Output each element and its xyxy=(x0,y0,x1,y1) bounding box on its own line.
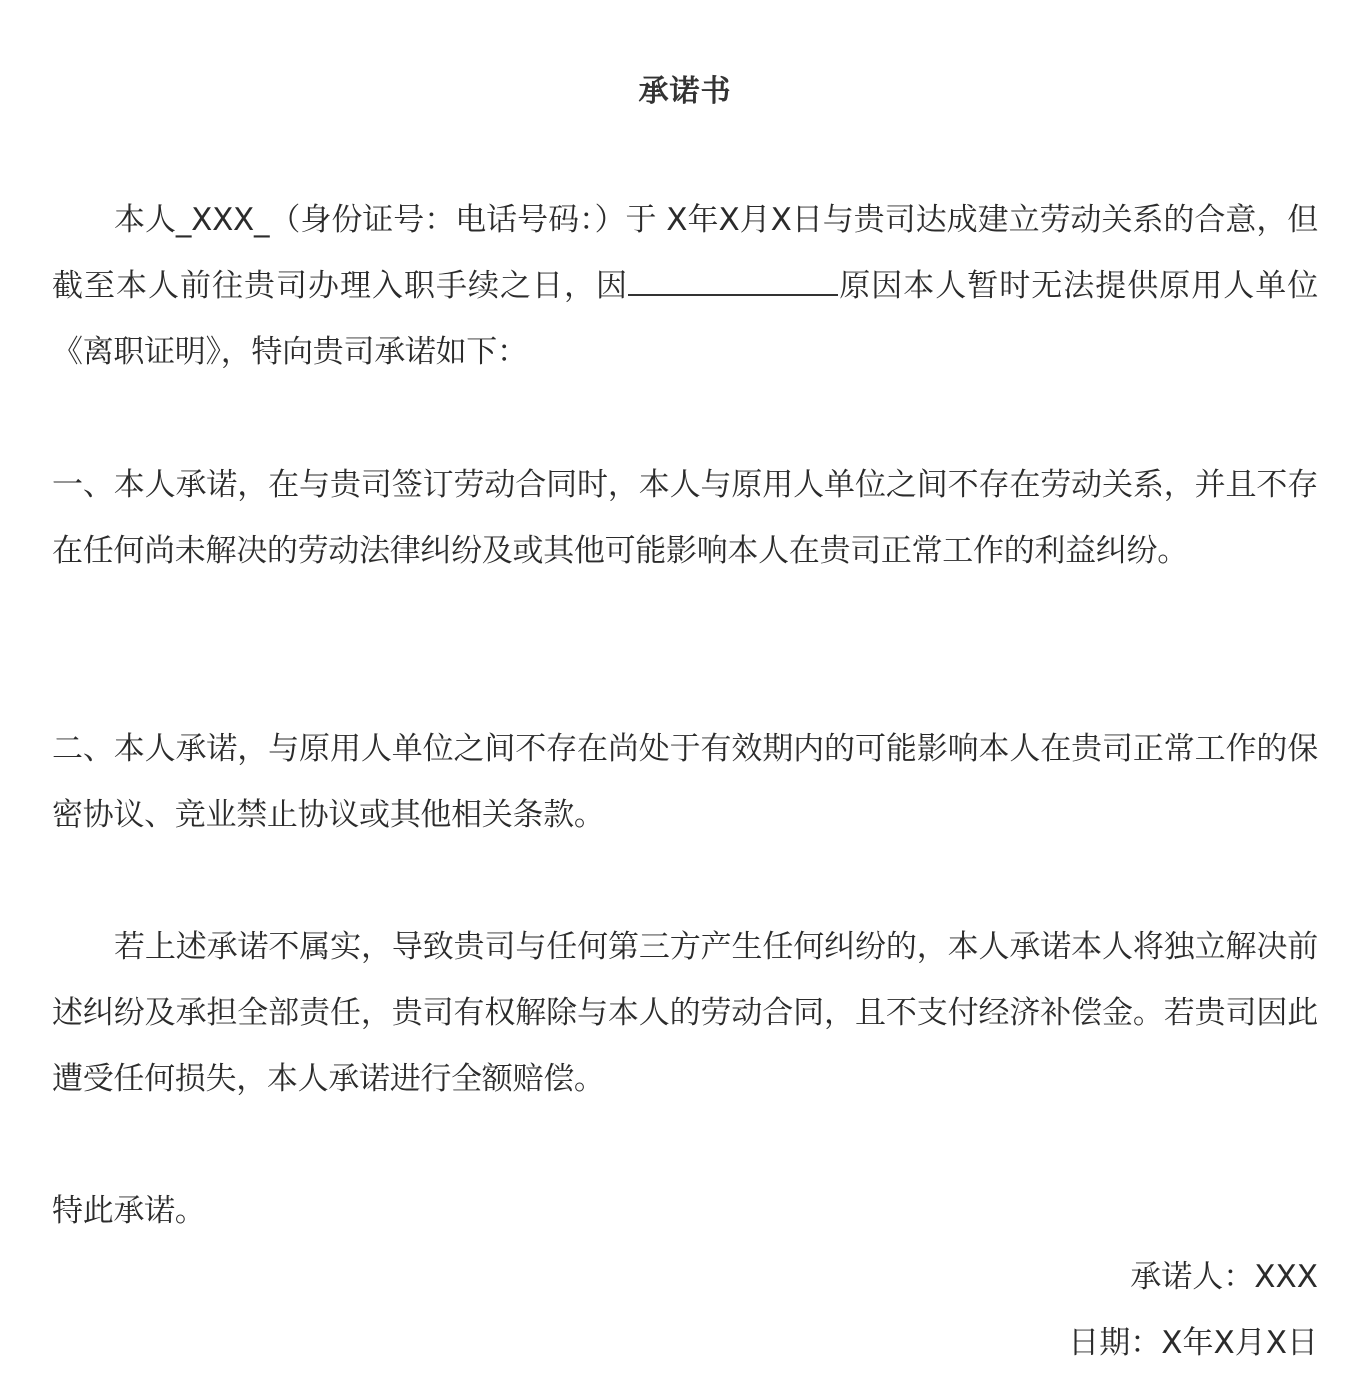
reason-blank xyxy=(628,264,838,296)
closing-text: 特此承诺。 xyxy=(52,1193,206,1229)
liability-paragraph: 若上述承诺不属实，导致贵司与任何第三方产生任何纠纷的，本人承诺本人将独立解决前述纠纷及承担全部责任，贵司有权解除与本人的劳动合同，且不支付经济补偿金。若贵司因此遭受任何损失，本人承诺进行全额赔偿。 xyxy=(52,929,1318,1097)
intro-text-1: 本人_XXX_（身份证号：电话号码：）于 X年X月X日与贵司达成建立劳动关系的合意，但截至本人前往贵司办理入职手续之日，因 xyxy=(52,202,1318,304)
clause-1: 一、本人承诺，在与贵司签订劳动合同时，本人与原用人单位之间不存在劳动关系，并且不存在任何尚未解决的劳动法律纠纷及或其他可能影响本人在贵司正常工作的利益纠纷。 xyxy=(52,467,1318,569)
document-title: 承诺书 xyxy=(638,74,732,109)
signatory: 承诺人：XXX xyxy=(1130,1259,1318,1295)
clause-2: 二、本人承诺，与原用人单位之间不存在尚处于有效期内的可能影响本人在贵司正常工作的保密协议、竞业禁止协议或其他相关条款。 xyxy=(52,731,1318,833)
intro-paragraph xyxy=(52,187,1318,385)
sign-date: 日期：X年X月X日 xyxy=(1068,1325,1318,1361)
intro-text-2: 原因本人暂时无法提供原用人单位《离职证明》，特向贵司承诺如下： xyxy=(52,268,1318,370)
